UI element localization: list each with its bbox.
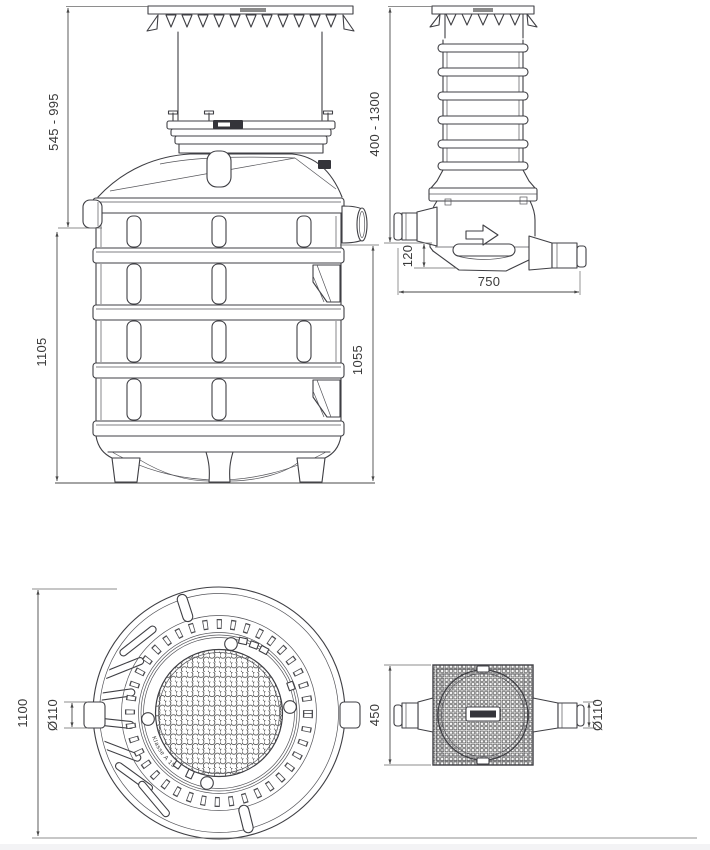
front-view xyxy=(34,6,379,483)
tank-base xyxy=(96,436,341,482)
outlet-pipe xyxy=(342,206,367,243)
dim-square-pipe: Ø110 xyxy=(590,698,605,732)
side-inlet-pipe xyxy=(394,207,437,246)
grate-handle xyxy=(466,707,500,721)
tank-body-side xyxy=(430,197,536,271)
dim-side-width: 750 xyxy=(477,274,501,289)
cover-class-marking: Klasse A 15 xyxy=(150,735,177,770)
square-left-pipe xyxy=(394,698,433,732)
dim-height-right: 1055 xyxy=(350,344,365,376)
dim-square-width: 450 xyxy=(367,703,382,727)
dim-round-diameter: 1100 xyxy=(15,698,30,728)
dim-height-left: 1105 xyxy=(34,337,49,367)
telescope-shaft xyxy=(178,32,322,120)
dome-latch xyxy=(318,160,331,169)
round-left-stub xyxy=(84,702,105,728)
dim-riser-range: 400 - 1300 xyxy=(367,91,382,157)
dim-round-pipe: Ø110 xyxy=(45,698,60,732)
cover-tab-top xyxy=(176,593,194,623)
top-view-square xyxy=(367,665,605,765)
tank-dome xyxy=(98,151,342,197)
cover-grip xyxy=(240,8,266,12)
flow-arrow xyxy=(466,225,498,245)
square-right-pipe xyxy=(533,698,584,732)
page-footer-strip xyxy=(0,844,710,850)
perforated-grate xyxy=(156,650,283,777)
cover-fins xyxy=(147,15,354,31)
sump-lid xyxy=(453,244,515,256)
side-outlet-pipe xyxy=(529,236,586,270)
dim-telescope-depth: 545 - 995 xyxy=(46,93,61,151)
round-right-stub xyxy=(340,702,360,728)
corrugated-riser xyxy=(429,40,537,201)
lifting-lug xyxy=(207,151,231,187)
dim-invert-drop: 120 xyxy=(400,244,415,268)
cover-fins-side xyxy=(430,14,537,27)
cover-tab-bottom xyxy=(238,804,254,834)
side-view xyxy=(367,6,586,295)
inlet-stub xyxy=(83,200,102,228)
clamp-ring xyxy=(167,111,335,153)
